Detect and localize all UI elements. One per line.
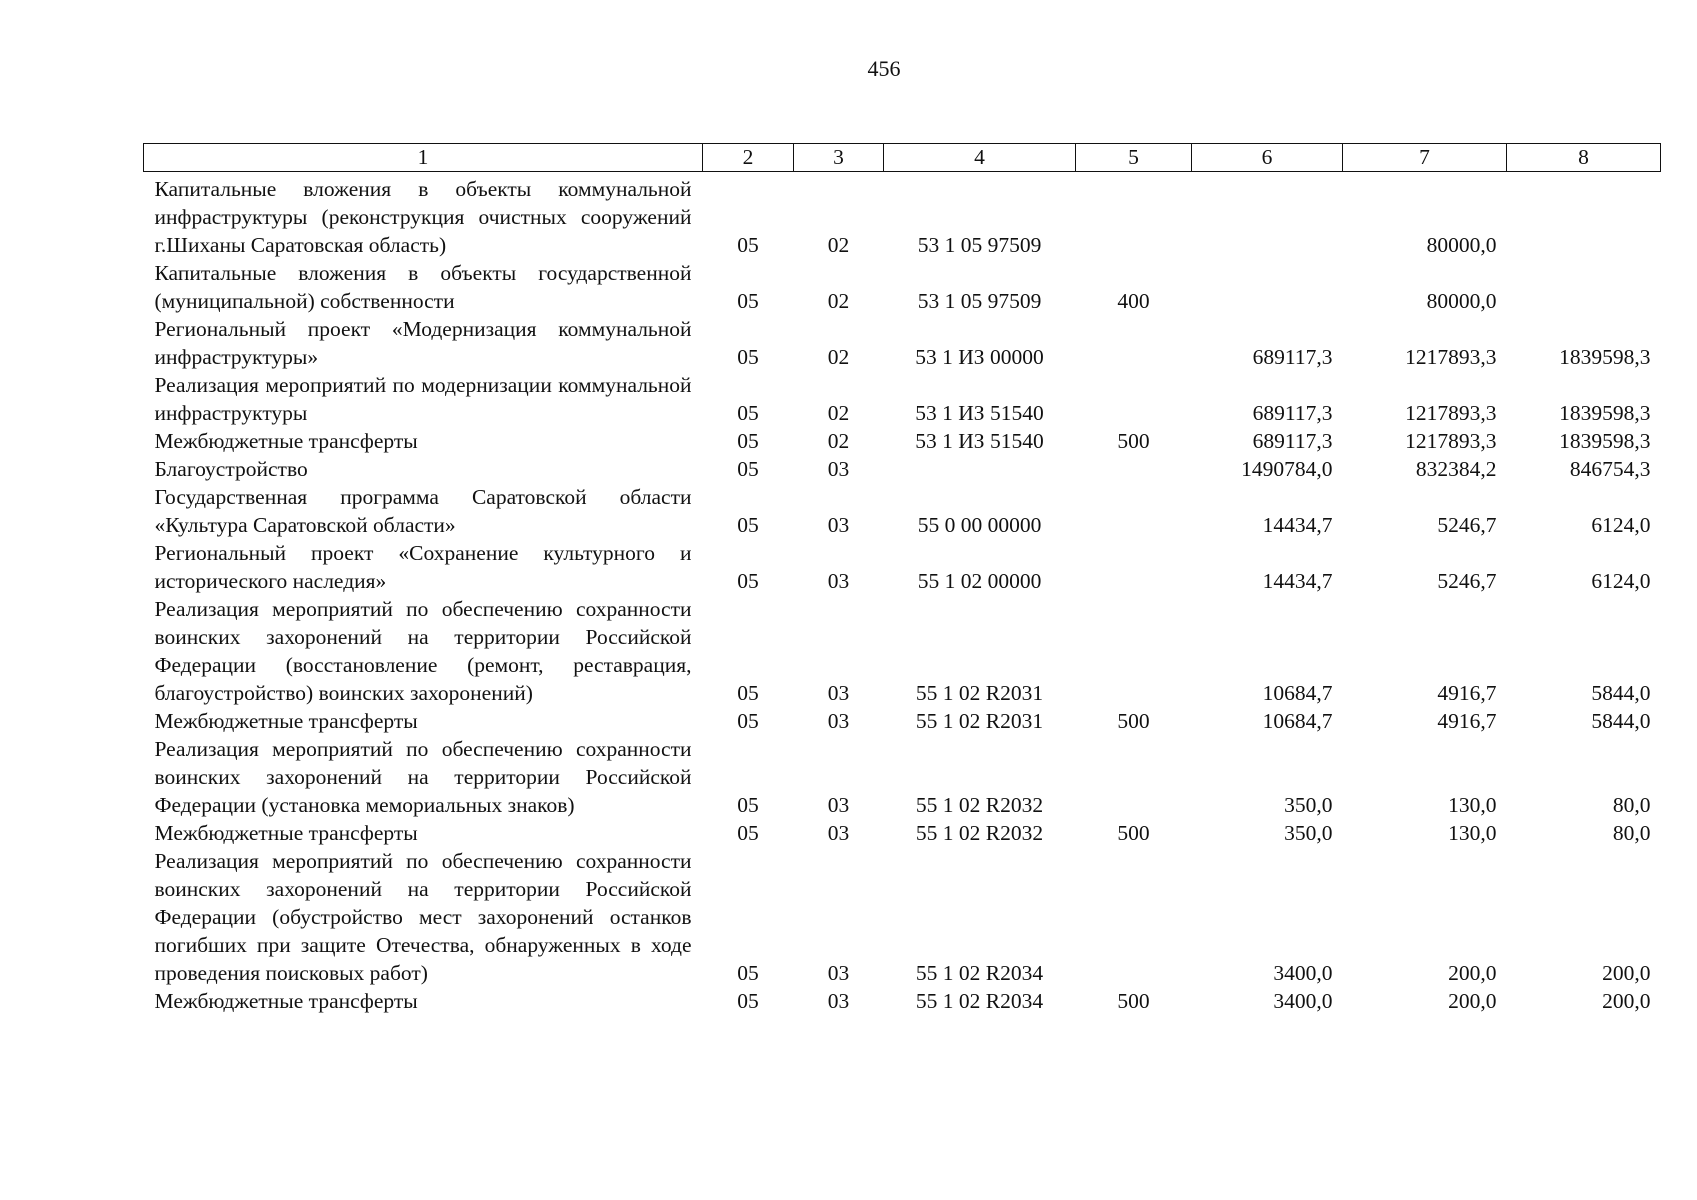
row-amount-col6 — [1192, 172, 1343, 260]
table-row — [144, 455, 1661, 483]
row-amount-col6: 1490784,0 — [1241, 457, 1333, 481]
row-amount-col7: 4916,7 — [1437, 709, 1497, 733]
table-row — [144, 315, 1661, 371]
row-amount-col8: 846754,3 — [1569, 457, 1651, 481]
row-name: Региональный проект «Модернизация коммунальной инфраструктуры» — [154, 317, 692, 369]
row-name: Реализация мероприятий по обеспечению сохранности воинских захоронений на территории Российской Федерации (установка мемориальных знаков) — [154, 737, 692, 817]
row-amount-col6: 350,0 — [1284, 793, 1333, 817]
row-name: Благоустройство — [154, 457, 308, 481]
row-section-code: 05 — [737, 681, 759, 705]
row-target-article-code: 53 1 05 97509 — [917, 233, 1042, 257]
row-subsection-code: 03 — [827, 821, 850, 845]
row-section-code: 05 — [737, 821, 759, 845]
row-amount-col6: 14434,7 — [1262, 513, 1333, 537]
row-subsection-code: 03 — [827, 793, 850, 817]
row-amount-col8 — [1507, 172, 1661, 260]
row-expense-type-code: 500 — [1117, 989, 1150, 1013]
row-amount-col7: 1217893,3 — [1405, 401, 1497, 425]
row-section-code: 05 — [737, 429, 759, 453]
row-section-code: 05 — [737, 961, 759, 985]
row-amount-col7: 1217893,3 — [1405, 429, 1497, 453]
row-name: Межбюджетные трансферты — [154, 429, 418, 453]
row-section-code: 05 — [737, 793, 759, 817]
row-subsection-code: 02 — [827, 345, 850, 369]
row-amount-col7: 80000,0 — [1426, 233, 1497, 257]
row-expense-type-code: 500 — [1117, 821, 1150, 845]
row-subsection-code: 02 — [827, 289, 850, 313]
table-row — [144, 987, 1661, 1015]
row-target-article-code: 55 1 02 R2031 — [915, 681, 1044, 705]
row-name: Межбюджетные трансферты — [154, 709, 418, 733]
table-body — [144, 172, 1661, 1016]
row-subsection-code: 03 — [827, 457, 850, 481]
row-amount-col6: 10684,7 — [1262, 709, 1333, 733]
column-header: 1 — [144, 144, 703, 172]
row-subsection-code: 02 — [827, 401, 850, 425]
row-expense-type-code — [1076, 539, 1192, 595]
row-subsection-code: 03 — [827, 961, 850, 985]
row-section-code: 05 — [737, 569, 759, 593]
row-amount-col6: 10684,7 — [1262, 681, 1333, 705]
row-section-code: 05 — [737, 513, 759, 537]
row-amount-col8: 80,0 — [1612, 821, 1651, 845]
row-amount-col8: 1839598,3 — [1559, 401, 1651, 425]
row-target-article-code: 55 1 02 R2034 — [915, 989, 1044, 1013]
budget-table — [143, 143, 1661, 1015]
table-row — [144, 483, 1661, 539]
row-section-code: 05 — [737, 457, 759, 481]
row-amount-col8: 200,0 — [1602, 989, 1651, 1013]
row-amount-col6: 14434,7 — [1262, 569, 1333, 593]
row-name: Реализация мероприятий по обеспечению сохранности воинских захоронений на территории Российской Федерации (обустройство мест захоронений останков погибших при защите Отечества, обнаруженных в ходе проведения поисковых работ) — [154, 849, 692, 985]
column-header: 8 — [1507, 144, 1661, 172]
row-amount-col8: 6124,0 — [1591, 513, 1651, 537]
table-row — [144, 595, 1661, 707]
table-row — [144, 539, 1661, 595]
table-row — [144, 847, 1661, 987]
row-subsection-code: 03 — [827, 681, 850, 705]
row-expense-type-code — [1076, 371, 1192, 427]
row-expense-type-code — [1076, 595, 1192, 707]
row-amount-col8: 80,0 — [1612, 793, 1651, 817]
row-name: Реализация мероприятий по обеспечению сохранности воинских захоронений на территории Российской Федерации (восстановление (ремонт, реставрация, благоустройство) воинских захоронений) — [154, 597, 692, 705]
row-target-article-code: 55 1 02 R2032 — [915, 821, 1044, 845]
row-section-code: 05 — [737, 233, 759, 257]
column-header: 2 — [703, 144, 794, 172]
table-row — [144, 427, 1661, 455]
row-amount-col6: 3400,0 — [1273, 989, 1333, 1013]
page-number: 456 — [867, 56, 901, 81]
table-row — [144, 707, 1661, 735]
row-amount-col7: 130,0 — [1448, 793, 1497, 817]
row-amount-col7: 5246,7 — [1437, 569, 1497, 593]
row-target-article-code: 55 1 02 R2034 — [915, 961, 1044, 985]
row-target-article-code: 55 1 02 00000 — [917, 569, 1042, 593]
row-target-article-code: 53 1 ИЗ 00000 — [915, 345, 1044, 369]
row-target-article-code: 55 1 02 R2032 — [915, 793, 1044, 817]
row-amount-col6: 689117,3 — [1252, 345, 1333, 369]
row-target-article-code: 55 1 02 R2031 — [915, 709, 1044, 733]
row-expense-type-code — [1076, 172, 1192, 260]
row-subsection-code: 03 — [827, 989, 850, 1013]
table-row — [144, 819, 1661, 847]
row-expense-type-code — [1076, 483, 1192, 539]
row-amount-col7: 5246,7 — [1437, 513, 1497, 537]
column-header: 5 — [1076, 144, 1192, 172]
row-amount-col7: 80000,0 — [1426, 289, 1497, 313]
row-section-code: 05 — [737, 401, 759, 425]
table-row — [144, 371, 1661, 427]
row-subsection-code: 02 — [827, 429, 850, 453]
row-name: Государственная программа Саратовской области «Культура Саратовской области» — [154, 485, 692, 537]
row-name: Капитальные вложения в объекты коммунальной инфраструктуры (реконструкция очистных сооружений г.Шиханы Саратовская область) — [154, 177, 692, 257]
row-expense-type-code — [1076, 315, 1192, 371]
row-expense-type-code — [1076, 735, 1192, 819]
row-amount-col8: 200,0 — [1602, 961, 1651, 985]
row-name: Межбюджетные трансферты — [154, 821, 418, 845]
row-amount-col7: 200,0 — [1448, 989, 1497, 1013]
row-expense-type-code — [1076, 847, 1192, 987]
row-amount-col7: 832384,2 — [1415, 457, 1497, 481]
header-row — [144, 144, 1661, 172]
row-section-code: 05 — [737, 289, 759, 313]
row-target-article-code: 53 1 05 97509 — [917, 289, 1042, 313]
row-name: Межбюджетные трансферты — [154, 989, 418, 1013]
row-target-article-code — [884, 455, 1076, 483]
row-amount-col8 — [1507, 259, 1661, 315]
row-subsection-code: 03 — [827, 513, 850, 537]
row-expense-type-code: 400 — [1117, 289, 1150, 313]
row-target-article-code: 53 1 ИЗ 51540 — [915, 429, 1044, 453]
row-amount-col8: 1839598,3 — [1559, 429, 1651, 453]
row-subsection-code: 03 — [827, 709, 850, 733]
row-section-code: 05 — [737, 709, 759, 733]
row-amount-col7: 4916,7 — [1437, 681, 1497, 705]
row-amount-col6: 3400,0 — [1273, 961, 1333, 985]
row-amount-col7: 200,0 — [1448, 961, 1497, 985]
row-section-code: 05 — [737, 989, 759, 1013]
row-expense-type-code: 500 — [1117, 709, 1150, 733]
row-amount-col8: 6124,0 — [1591, 569, 1651, 593]
row-name: Реализация мероприятий по модернизации коммунальной инфраструктуры — [154, 373, 692, 425]
row-amount-col8: 5844,0 — [1591, 681, 1651, 705]
row-amount-col6: 689117,3 — [1252, 429, 1333, 453]
table-row — [144, 172, 1661, 260]
row-section-code: 05 — [737, 345, 759, 369]
row-amount-col8: 5844,0 — [1591, 709, 1651, 733]
row-subsection-code: 02 — [827, 233, 850, 257]
row-name: Капитальные вложения в объекты государственной (муниципальной) собственности — [154, 261, 692, 313]
row-amount-col6 — [1192, 259, 1343, 315]
row-expense-type-code — [1076, 455, 1192, 483]
row-subsection-code: 03 — [827, 569, 850, 593]
column-header: 4 — [884, 144, 1076, 172]
table-row — [144, 735, 1661, 819]
column-header: 7 — [1343, 144, 1507, 172]
column-header: 6 — [1192, 144, 1343, 172]
column-header: 3 — [794, 144, 884, 172]
row-amount-col7: 1217893,3 — [1405, 345, 1497, 369]
row-target-article-code: 55 0 00 00000 — [917, 513, 1042, 537]
row-target-article-code: 53 1 ИЗ 51540 — [915, 401, 1044, 425]
row-expense-type-code: 500 — [1117, 429, 1150, 453]
table-row — [144, 259, 1661, 315]
row-amount-col8: 1839598,3 — [1559, 345, 1651, 369]
row-name: Региональный проект «Сохранение культурного и исторического наследия» — [154, 541, 692, 593]
row-amount-col6: 350,0 — [1284, 821, 1333, 845]
row-amount-col6: 689117,3 — [1252, 401, 1333, 425]
row-amount-col7: 130,0 — [1448, 821, 1497, 845]
